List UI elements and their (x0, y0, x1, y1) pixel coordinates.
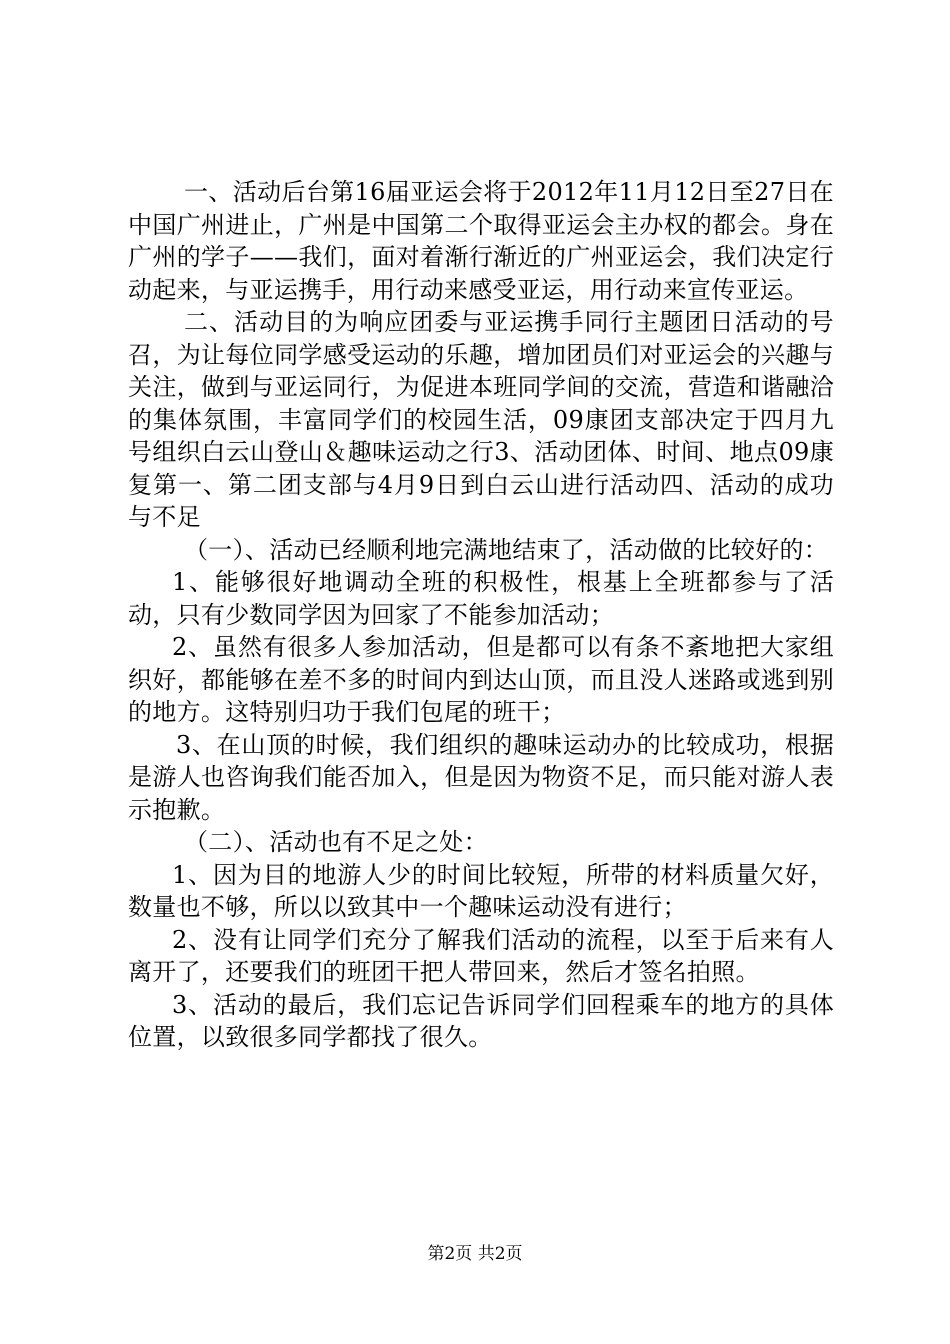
paragraph-success-item-3: 3、在山顶的时候，我们组织的趣味运动办的比较成功，根据是游人也咨询我们能否加入，但是因为物资不足，而只能对游人表示抱歉。 (128, 730, 834, 824)
paragraph-shortcoming-item-2: 2、没有让同学们充分了解我们活动的流程，以至于后来有人离开了，还要我们的班团干把人带回来，然后才签名拍照。 (128, 925, 834, 986)
paragraph-shortcoming-item-1: 1、因为目的地游人少的时间比较短，所带的材料质量欠好，数量也不够，所以以致其中一个趣味运动没有进行； (128, 860, 834, 921)
paragraph-success-item-2: 2、虽然有很多人参加活动，但是都可以有条不紊地把大家组织好，都能够在差不多的时间内到达山顶，而且没人迷路或逃到别的地方。这特别归功于我们包尾的班干； (128, 633, 834, 726)
paragraph-shortcoming-heading: （二）、活动也有不足之处： (184, 828, 488, 856)
paragraph-purpose: 二、活动目的为响应团委与亚运携手同行主题团日活动的号召，为让每位同学感受运动的乐趣，增加团员们对亚运会的兴趣与关注，做到与亚运同行，为促进本班同学间的交流，营造和谐融洽的集体氛围，丰富同学们的校园生活，09康团支部决定于四月九号组织白云山登山＆趣味运动之行3、活动团体、时间、地点09康复第一、第二团支部与4月9日到白云山进行活动四、活动的成功与不足 (128, 308, 834, 531)
paragraph-success-item-1: 1、能够很好地调动全班的积极性，根基上全班都参与了活动，只有少数同学因为回家了不能参加活动； (128, 568, 834, 629)
paragraph-success-heading: （一）、活动已经顺利地完满地结束了，活动做的比较好的： (184, 535, 829, 564)
document-body (128, 176, 834, 1054)
page-number-footer: 第2页 共2页 (427, 1244, 523, 1264)
paragraph-shortcoming-item-3: 3、活动的最后，我们忘记告诉同学们回程乘车的地方的具体位置，以致很多同学都找了很久。 (128, 990, 834, 1051)
paragraph-background: 一、活动后台第16届亚运会将于2012年11月12日至27日在中国广州进止，广州是中国第二个取得亚运会主办权的都会。身在广州的学子——我们，面对着渐行渐近的广州亚运会，我们决定行动起来，与亚运携手，用行动来感受亚运，用行动来宣传亚运。 (128, 178, 834, 304)
